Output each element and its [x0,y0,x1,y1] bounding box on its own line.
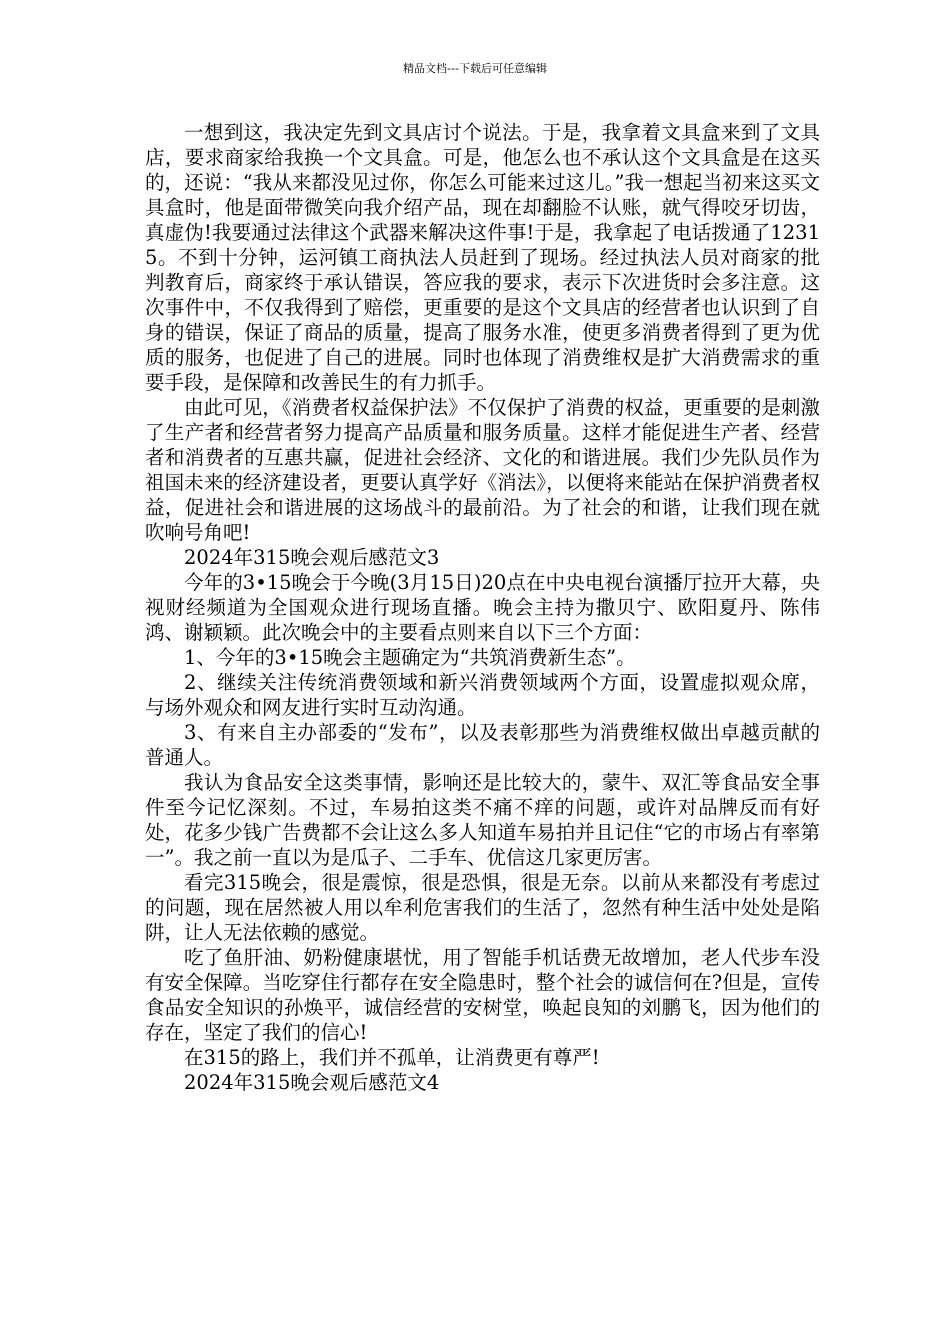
page-header: 精品文档---下载后可任意编辑 [403,62,547,75]
list-item-1: 1、今年的3•15晚会主题确定为“共筑消费新生态”。 [184,646,636,669]
paragraph-6: 吃了鱼肝油、奶粉健康堪忧，用了智能手机话费无故增加，老人代步车没有安全保障。当吃穿住行都存在安全隐患时，整个社会的诚信何在?但是，宣传食品安全知识的孙焕平，诚信经营的安树堂，唤起良知的刘鹏飞，因为他们的存在，坚定了我们的信心! [145,946,820,1044]
paragraph-1: 一想到这，我决定先到文具店讨个说法。于是，我拿着文具盒来到了文具店，要求商家给我换一个文具盒。可是，他怎么也不承认这个文具盒是在这买的，还说：“我从来都没见过你，你怎么可能来过这儿。”我一想起当初来这买文具盒时，他是面带微笑向我介绍产品，现在却翻脸不认账，就气得咬牙切齿，真虚伪!我要通过法律这个武器来解决这件事!于是，我拿起了电话拨通了12315。不到十分钟，运河镇工商执法人员赶到了现场。经过执法人员对商家的批判教育后，商家终于承认错误，答应我的要求，表示下次进货时会多注意。这次事件中，不仅我得到了赔偿，更重要的是这个文具店的经营者也认识到了自身的错误，保证了商品的质量，提高了服务水准，使更多消费者得到了更为优质的服务，也促进了自己的进展。同时也体现了消费维权是扩大消费需求的重要手段，是保障和改善民生的有力抓手。 [145,121,820,394]
list-item-3: 3、有来自主办部委的“发布”，以及表彰那些为消费维权做出卓越贡献的普通人。 [145,721,820,769]
document-body [145,120,820,1095]
paragraph-2: 由此可见，《消费者权益保护法》不仅保护了消费的权益，更重要的是刺激了生产者和经营者努力提高产品质量和服务质量。这样才能促进生产者、经营者和消费者的互惠共赢，促进社会经济、文化的和谐进展。我们少先队员作为祖国未来的经济建设者，更要认真学好《消法》，以便将来能站在保护消费者权益，促进社会和谐进展的这场战斗的最前沿。为了社会的和谐，让我们现在就吹响号角吧! [145,396,820,544]
paragraph-3: 今年的3•15晚会于今晚(3月15日)20点在中央电视台演播厅拉开大幕，央视财经频道为全国观众进行现场直播。晚会主持为撒贝宁、欧阳夏丹、陈伟鸿、谢颖颖。此次晚会中的主要看点则来自以下三个方面： [145,571,820,644]
list-item-2: 2、继续关注传统消费领域和新兴消费领域两个方面，设置虚拟观众席，与场外观众和网友进行实时互动沟通。 [145,671,820,719]
section-heading-4: 2024年315晚会观后感范文4 [184,1071,440,1094]
paragraph-5: 看完315晚会，很是震惊，很是恐惧，很是无奈。以前从来都没有考虑过的问题，现在居然被人用以牟利危害我们的生活了，忽然有种生活中处处是陷阱，让人无法依赖的感觉。 [145,871,820,944]
section-heading-3: 2024年315晚会观后感范文3 [184,546,440,569]
paragraph-7: 在315的路上，我们并不孤单，让消费更有尊严! [184,1046,600,1069]
paragraph-4: 我认为食品安全这类事情，影响还是比较大的，蒙牛、双汇等食品安全事件至今记忆深刻。不过，车易拍这类不痛不痒的问题，或许对品牌反而有好处，花多少钱广告费都不会让这么多人知道车易拍并且记住“它的市场占有率第一”。我之前一直以为是瓜子、二手车、优信这几家更厉害。 [145,771,820,869]
